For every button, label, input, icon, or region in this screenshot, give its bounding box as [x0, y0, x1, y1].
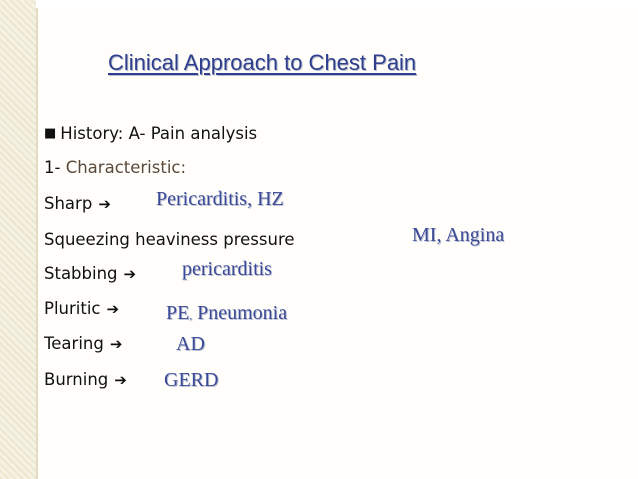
diagnosis-burning: GERD [164, 369, 219, 391]
section-label: Characteristic: [65, 158, 187, 177]
diagnosis-pluritic [166, 302, 287, 325]
symptom-label: Squeezing heaviness pressure [44, 230, 295, 249]
symptom-stabbing [44, 264, 136, 283]
symptom-label: Stabbing [44, 264, 118, 283]
arrow-right-icon: ➔ [109, 335, 123, 353]
characteristic-heading [44, 158, 186, 177]
arrow-right-icon: ➔ [98, 195, 111, 213]
symptom-label: Sharp [44, 194, 93, 213]
symptom-label: Pluritic [44, 299, 101, 318]
diagnosis-sharp: Pericarditis, HZ [156, 188, 284, 210]
history-text: History: A- Pain analysis [60, 124, 258, 143]
decorative-top-band [36, 0, 638, 8]
slide-title: Clinical Approach to Chest Pain [108, 50, 417, 75]
symptom-label: Tearing [44, 334, 104, 353]
history-line [44, 124, 257, 143]
arrow-right-icon: ➔ [114, 371, 127, 389]
diagnosis-squeezing: MI, Angina [412, 224, 505, 246]
arrow-right-icon: ➔ [106, 300, 120, 318]
diagnosis-tearing: AD [176, 333, 205, 355]
diagnosis-pneumonia: Pneumonia [192, 302, 288, 324]
symptom-burning [44, 370, 127, 389]
diagnosis-separator: , [189, 310, 193, 322]
symptom-pluritic [44, 299, 119, 318]
bullet-icon: ■ [44, 126, 57, 141]
symptom-sharp [44, 194, 111, 213]
decorative-band-divider [36, 0, 38, 479]
symptom-tearing [44, 334, 122, 353]
symptom-squeezing [44, 230, 295, 249]
arrow-right-icon: ➔ [123, 265, 137, 283]
diagnosis-stabbing: pericarditis [182, 258, 272, 280]
decorative-left-band [0, 0, 36, 479]
section-number: 1- [44, 158, 66, 177]
symptom-label: Burning [44, 370, 109, 389]
diagnosis-pe: PE [166, 302, 190, 324]
